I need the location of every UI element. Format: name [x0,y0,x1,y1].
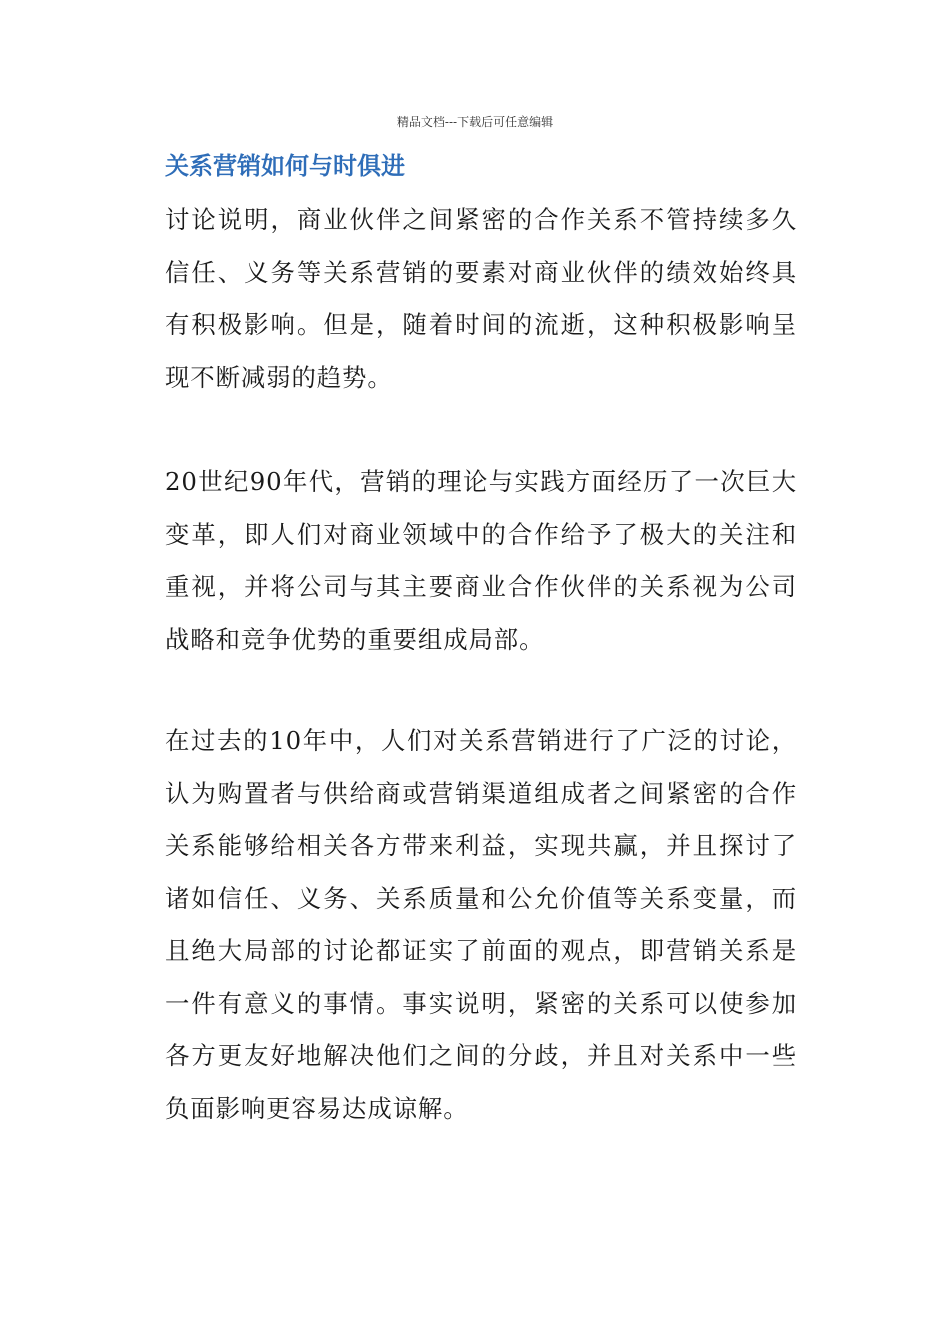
paragraph-1: 讨论说明，商业伙伴之间紧密的合作关系不管持续多久信任、义务等关系营销的要素对商业伙伴的绩效始终具有积极影响。但是，随着时间的流逝，这种积极影响呈现不断减弱的趋势。 [165,205,797,392]
article-title: 关系营销如何与时俱进 [165,152,405,180]
paragraph-2: 20世纪90年代，营销的理论与实践方面经历了一次巨大变革，即人们对商业领域中的合作给予了极大的关注和重视，并将公司与其主要商业合作伙伴的关系视为公司战略和竞争优势的重要组成局部。 [165,467,797,654]
paragraph-3: 在过去的10年中，人们对关系营销进行了广泛的讨论，认为购置者与供给商或营销渠道组成者之间紧密的合作关系能够给相关各方带来利益，实现共赢，并且探讨了诸如信任、义务、关系质量和公允价值等关系变量，而且绝大局部的讨论都证实了前面的观点，即营销关系是一件有意义的事情。事实说明，紧密的关系可以使参加各方更友好地解决他们之间的分歧，并且对关系中一些负面影响更容易达成谅解。 [165,726,797,1123]
page-header: 精品文档---下载后可任意编辑 [396,115,554,129]
